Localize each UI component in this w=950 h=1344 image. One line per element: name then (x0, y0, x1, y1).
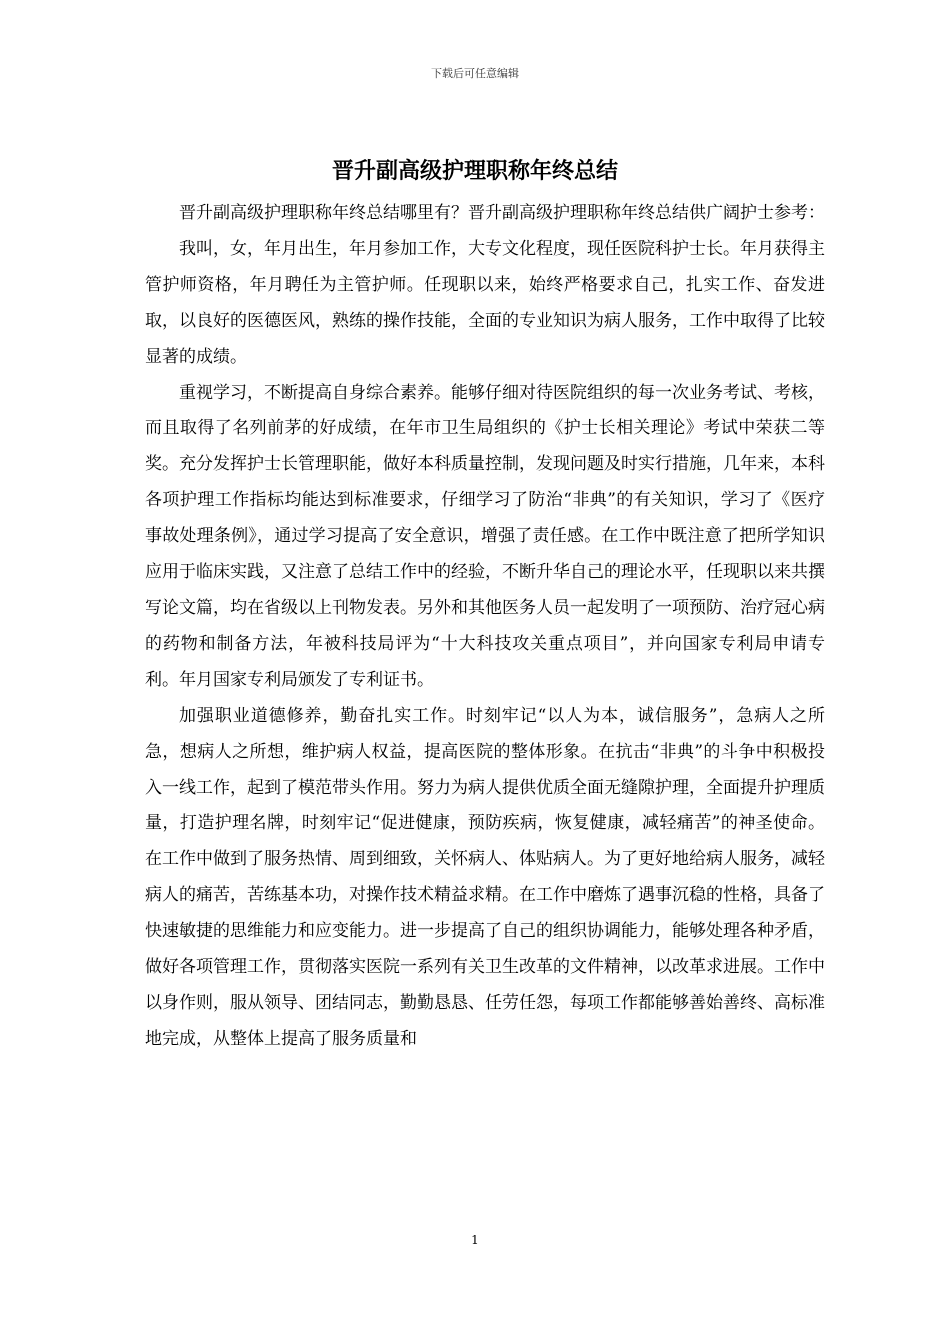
paragraph-self-introduction: 我叫，女，年月出生，年月参加工作，大专文化程度，现任医院科护士长。年月获得主管护师资格，年月聘任为主管护师。任现职以来，始终严格要求自己，扎实工作、奋发进取，以良好的医德医风，熟练的操作技能，全面的专业知识为病人服务，工作中取得了比较显著的成绩。 (145, 238, 825, 367)
page-number: 1 (471, 1233, 479, 1247)
paragraph-study: 重视学习，不断提高自身综合素养。能够仔细对待医院组织的每一次业务考试、考核，而且取得了名列前茅的好成绩，在年市卫生局组织的《护士长相关理论》考试中荣获二等奖。充分发挥护士长管理职能，做好本科质量控制，发现问题及时实行措施，几年来，本科各项护理工作指标均能达到标准要求，仔细学习了防治“非典”的有关知识，学习了《医疗事故处理条例》，通过学习提高了安全意识，增强了责任感。在工作中既注意了把所学知识应用于临床实践，又注意了总结工作中的经验，不断升华自己的理论水平，任现职以来共撰写论文篇，均在省级以上刊物发表。另外和其他医务人员一起发明了一项预防、治疗冠心病的药物和制备方法，年被科技局评为“十大科技攻关重点项目”，并向国家专利局申请专利。年月国家专利局颁发了专利证书。 (145, 382, 825, 690)
document-body (145, 196, 825, 1058)
header-note: 下载后可任意编辑 (431, 67, 519, 80)
paragraph-intro: 晋升副高级护理职称年终总结哪里有？晋升副高级护理职称年终总结供广阔护士参考： (179, 203, 825, 223)
paragraph-ethics: 加强职业道德修养，勤奋扎实工作。时刻牢记“以人为本，诚信服务”，急病人之所急，想病人之所想，维护病人权益，提高医院的整体形象。在抗击“非典”的斗争中积极投入一线工作，起到了模范带头作用。努力为病人提供优质全面无缝隙护理，全面提升护理质量，打造护理名牌，时刻牢记“促进健康，预防疾病，恢复健康，减轻痛苦”的神圣使命。在工作中做到了服务热情、周到细致，关怀病人、体贴病人。为了更好地给病人服务，减轻病人的痛苦，苦练基本功，对操作技术精益求精。在工作中磨炼了遇事沉稳的性格，具备了快速敏捷的思维能力和应变能力。进一步提高了自己的组织协调能力，能够处理各种矛盾，做好各项管理工作，贯彻落实医院一系列有关卫生改革的文件精神，以改革求进展。工作中以身作则，服从领导、团结同志，勤勤恳恳、任劳任怨，每项工作都能够善始善终、高标准地完成，从整体上提高了服务质量和 (145, 705, 825, 1049)
document-title: 晋升副高级护理职称年终总结 (331, 158, 618, 184)
